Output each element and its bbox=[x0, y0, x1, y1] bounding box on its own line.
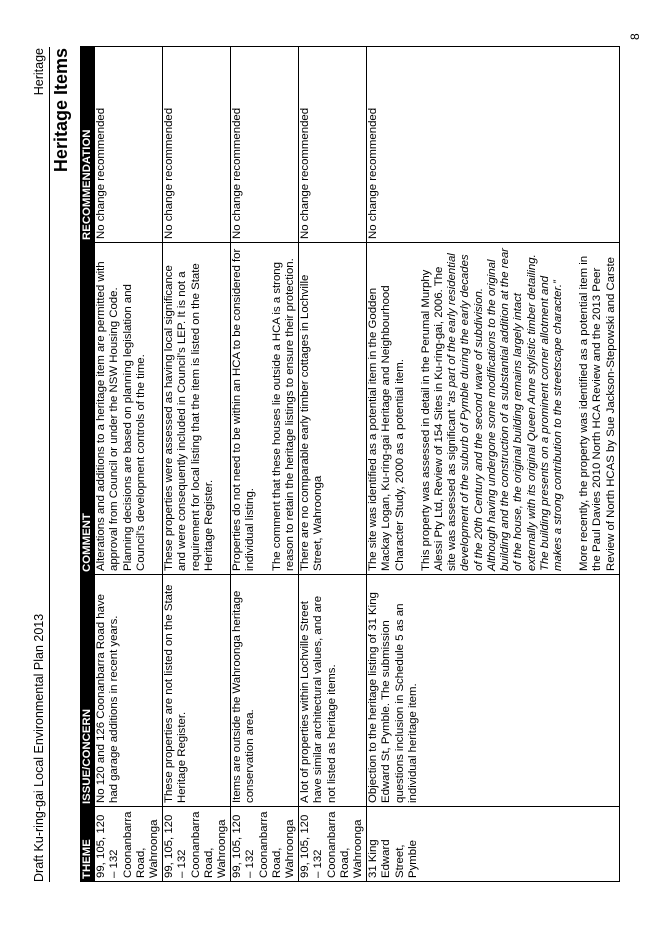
comment-cell: These properties were assessed as having local significance and were consequently included in Council's LEP. It is not a requirement for local listing that the item is listed on the State Heritage Register. bbox=[163, 243, 231, 575]
table-row bbox=[367, 47, 619, 882]
document-title: Draft Ku-ring-gai Local Environmental Plan 2013 bbox=[32, 613, 46, 882]
comment-cell: Alterations and additions to a heritage item are permitted with approval from Council or under the NSW Housing Code. Planning decisions are based on planning legislation and Council's development controls of the time. bbox=[95, 243, 163, 575]
theme-cell: 99, 105, 120 – 132 Coonanbarra Road, Wahroonga bbox=[95, 807, 163, 882]
comment-cell: Properties do not need to be within an HCA to be considered for individual listing. The comment that these houses lie outside a HCA is a strong reason to retain the heritage listings to ensure their protection. bbox=[231, 243, 299, 575]
header-divider bbox=[49, 47, 50, 882]
issue-cell: No 120 and 126 Coonanbarra Road have had garage additions in recent years. bbox=[95, 575, 163, 807]
theme-cell: 99, 105, 120 – 132 Coonanbarra Road, Wahroonga bbox=[163, 807, 231, 882]
column-header-issue: ISSUE/CONCERN bbox=[81, 575, 95, 807]
recommendation-cell: No change recommended bbox=[367, 47, 619, 243]
issue-cell: Objection to the heritage listing of 31 King Edward St, Pymble. The submission questions inclusion in Schedule 5 as an individual heritage item. bbox=[367, 575, 619, 807]
recommendation-cell: No change recommended bbox=[95, 47, 163, 243]
section-label: Heritage bbox=[32, 48, 46, 96]
page-number: 8 bbox=[628, 33, 642, 40]
recommendation-cell: No change recommended bbox=[299, 47, 367, 243]
table-row bbox=[299, 47, 367, 882]
comment-cell: There are no comparable early timber cottages in Lochville Street, Wahroonga bbox=[299, 243, 367, 575]
issue-cell: A lot of properties within Lochville Street have similar architectural values, and are not listed as heritage items. bbox=[299, 575, 367, 807]
issue-cell: These properties are not listed on the State Heritage Register. bbox=[163, 575, 231, 807]
theme-cell: 31 King Edward Street, Pymble bbox=[367, 807, 619, 882]
table-row bbox=[231, 47, 299, 882]
recommendation-cell: No change recommended bbox=[163, 47, 231, 243]
recommendation-cell: No change recommended bbox=[231, 47, 299, 243]
comment-cell: The site was identified as a potential item in the Godden Mackay Logan, Ku-ring-gai Heritage and Neighbourhood Character Study, 2000 as a potential item. This property was assessed in detail in the Perumal Murphy Alessi Pty Ltd, Review of 154 Sites in Ku-ring-gai, 2006. The site was assessed as significant “as part of the early residential development of the suburb of Pymble during the early decades of the 20th Century and the second wave of subdivision. Although having undergone some modifications to the original building and the construction of a substantial addition at the rear of the house, the original building remains largely intact externally with its original Queen Anne stylistic timber detailing. The building presents on a prominent corner allotment and makes a strong contribution to the streetscape character.” More recently, the property was identified as a potential item in the Paul Davies 2010 North HCA Review and the 2013 Peer Review of North HCAS by Sue Jackson-Stepowski and Carste bbox=[367, 243, 619, 575]
column-header-comment: COMMENT bbox=[81, 243, 95, 575]
table-row bbox=[95, 47, 163, 882]
theme-cell: 99, 105, 120 – 132 Coonanbarra Road, Wahroonga bbox=[299, 807, 367, 882]
table-row bbox=[163, 47, 231, 882]
table-header-row bbox=[81, 47, 95, 882]
column-header-recommendation: RECOMMENDATION bbox=[81, 47, 95, 243]
issue-cell: Items are outside the Wahroonga heritage conservation area. bbox=[231, 575, 299, 807]
column-header-theme: THEME bbox=[81, 807, 95, 882]
theme-cell: 99, 105, 120 – 132 Coonanbarra Road, Wahroonga bbox=[231, 807, 299, 882]
page-heading: Heritage Items bbox=[51, 48, 71, 173]
submissions-table bbox=[80, 46, 620, 882]
